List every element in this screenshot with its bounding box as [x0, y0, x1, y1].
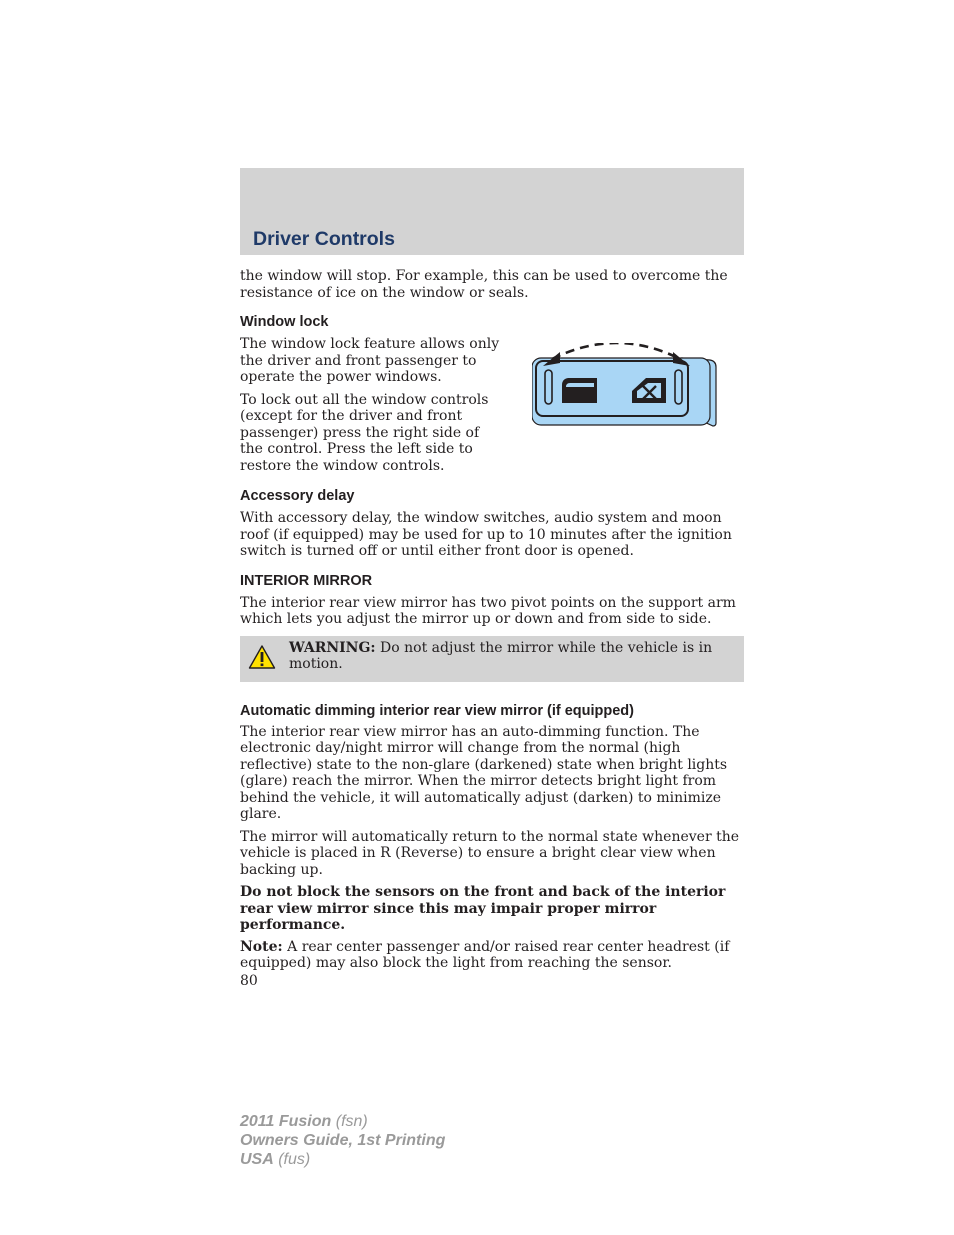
footer-guide: Owners Guide, 1st Printing	[240, 1132, 446, 1149]
footer-line-1	[240, 1112, 445, 1131]
footer-line-2	[240, 1131, 445, 1150]
page-content	[240, 268, 744, 989]
accessory-delay-heading: Accessory delay	[240, 488, 355, 504]
warning-label: WARNING:	[289, 639, 376, 656]
interior-mirror-heading: INTERIOR MIRROR	[240, 572, 373, 589]
footer-market: USA	[240, 1151, 274, 1168]
footer-market-code: (fus)	[273, 1151, 311, 1168]
window-lock-paragraph-1: The window lock feature allows only the driver and front passenger to operate the power windows.	[240, 336, 500, 385]
window-lock-paragraph-2: To lock out all the window controls (except for the driver and front passenger) press the right side of the control. Press the left side to restore the window controls.	[240, 391, 489, 474]
section-title: Driver Controls	[253, 228, 395, 250]
note-label: Note:	[240, 938, 283, 955]
auto-dimming-paragraph-2: The mirror will automatically return to the normal state whenever the vehicle is placed in R (Reverse) to ensure a bright clear view when backing up.	[240, 828, 740, 878]
footer	[240, 1112, 445, 1169]
note-text: A rear center passenger and/or raised rear center headrest (if equipped) may also block the light from reaching the sensor.	[240, 938, 730, 971]
window-lock-heading: Window lock	[240, 314, 329, 330]
window-lock-section	[240, 336, 744, 474]
warning-triangle-icon	[248, 644, 276, 670]
auto-dimming-heading: Automatic dimming interior rear view mirror (if equipped)	[240, 702, 634, 719]
footer-model-code: (fsn)	[331, 1113, 368, 1130]
warning-box	[240, 636, 744, 682]
continuation-paragraph: the window will stop. For example, this can be used to overcome the resistance of ice on the window or seals.	[240, 268, 728, 301]
window-lock-switch-icon	[532, 343, 722, 438]
note-paragraph	[240, 939, 744, 972]
auto-dimming-paragraph-1: The interior rear view mirror has an auto-dimming function. The electronic day/night mirror will change from the normal (high reflective) state to the non-glare (darkened) state when bright lights (glare) reach the mirror. When the mirror detects bright light from behind the vehicle, it will automatically adjust (darken) to minimize glare.	[240, 723, 728, 822]
sensor-caution-paragraph: Do not block the sensors on the front and back of the interior rear view mirror since this may impair proper mirror performance.	[240, 884, 726, 933]
page-number: 80	[240, 972, 258, 989]
accessory-delay-paragraph: With accessory delay, the window switches, audio system and moon roof (if equipped) may be used for up to 10 minutes after the ignition switch is turned off or until either front door is opened.	[240, 510, 732, 559]
footer-model: 2011 Fusion	[240, 1113, 332, 1130]
footer-line-3	[240, 1150, 445, 1169]
warning-message: Do not adjust the mirror while the vehicle is in motion.	[289, 639, 713, 672]
warning-text	[289, 640, 729, 673]
interior-mirror-paragraph: The interior rear view mirror has two pivot points on the support arm which lets you adjust the mirror up or down and from side to side.	[240, 594, 736, 627]
window-lock-text	[240, 336, 502, 474]
